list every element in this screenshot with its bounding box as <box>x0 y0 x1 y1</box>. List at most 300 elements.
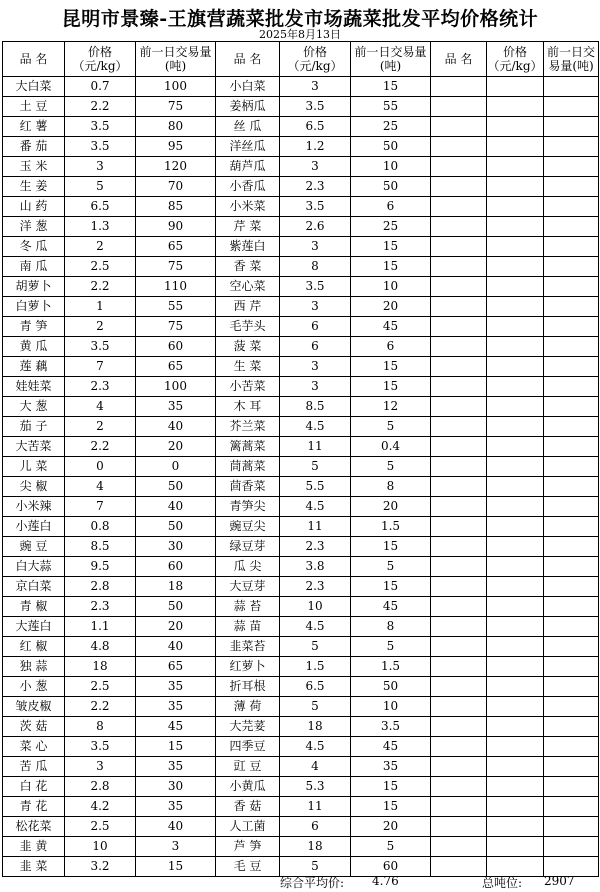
left-item-price: 2.8 <box>65 577 136 597</box>
left-item-volume: 15 <box>136 857 216 877</box>
mid-item-name: 红萝卜 <box>216 657 280 677</box>
left-item-name: 皱皮椒 <box>3 697 65 717</box>
left-item-name: 生 姜 <box>3 177 65 197</box>
left-item-name: 白 花 <box>3 777 65 797</box>
mid-item-name: 蒜 苔 <box>216 597 280 617</box>
left-item-price: 3.5 <box>65 737 136 757</box>
mid-item-volume: 45 <box>351 597 431 617</box>
left-item-price: 5 <box>65 177 136 197</box>
mid-item-volume: 8 <box>351 617 431 637</box>
mid-item-volume: 1.5 <box>351 657 431 677</box>
mid-item-volume: 50 <box>351 177 431 197</box>
mid-item-volume: 10 <box>351 157 431 177</box>
empty-cell <box>431 617 487 637</box>
left-item-name: 山 药 <box>3 197 65 217</box>
left-item-volume: 3 <box>136 837 216 857</box>
empty-cell <box>487 437 544 457</box>
empty-cell <box>431 717 487 737</box>
table-row <box>3 177 599 197</box>
left-item-price: 2.2 <box>65 277 136 297</box>
table-row <box>3 777 599 797</box>
left-item-volume: 75 <box>136 317 216 337</box>
empty-cell <box>431 177 487 197</box>
empty-cell <box>487 337 544 357</box>
mid-item-name: 小香瓜 <box>216 177 280 197</box>
table-row <box>3 537 599 557</box>
left-item-volume: 35 <box>136 677 216 697</box>
empty-cell <box>487 777 544 797</box>
mid-item-price: 2.3 <box>280 177 351 197</box>
mid-item-name: 薄 荷 <box>216 697 280 717</box>
left-item-name: 茨 菇 <box>3 717 65 737</box>
table-row <box>3 237 599 257</box>
empty-cell <box>487 537 544 557</box>
empty-cell <box>431 217 487 237</box>
mid-item-price: 4.5 <box>280 417 351 437</box>
mid-item-name: 紫莲白 <box>216 237 280 257</box>
mid-item-volume: 50 <box>351 677 431 697</box>
empty-cell <box>431 657 487 677</box>
mid-item-price: 3 <box>280 157 351 177</box>
mid-item-volume: 45 <box>351 737 431 757</box>
left-item-price: 9.5 <box>65 557 136 577</box>
empty-cell <box>431 737 487 757</box>
mid-item-price: 4.5 <box>280 497 351 517</box>
empty-cell <box>431 697 487 717</box>
empty-cell <box>544 717 599 737</box>
table-row <box>3 137 599 157</box>
mid-item-price: 6 <box>280 817 351 837</box>
mid-item-price: 3.5 <box>280 97 351 117</box>
table-row <box>3 257 599 277</box>
left-item-price: 3.5 <box>65 137 136 157</box>
mid-item-volume: 55 <box>351 97 431 117</box>
mid-item-price: 1.2 <box>280 137 351 157</box>
empty-cell <box>431 197 487 217</box>
left-item-price: 3.2 <box>65 857 136 877</box>
mid-item-name: 豇 豆 <box>216 757 280 777</box>
empty-cell <box>431 277 487 297</box>
empty-cell <box>431 417 487 437</box>
left-item-name: 大苦菜 <box>3 437 65 457</box>
mid-item-volume: 15 <box>351 577 431 597</box>
mid-item-price: 3.5 <box>280 197 351 217</box>
mid-item-name: 丝 瓜 <box>216 117 280 137</box>
left-item-price: 1 <box>65 297 136 317</box>
empty-cell <box>487 677 544 697</box>
empty-cell <box>487 257 544 277</box>
empty-cell <box>431 577 487 597</box>
mid-item-volume: 10 <box>351 277 431 297</box>
left-item-name: 洋 葱 <box>3 217 65 237</box>
table-row <box>3 77 599 97</box>
mid-item-volume: 5 <box>351 557 431 577</box>
table-row <box>3 297 599 317</box>
mid-item-volume: 15 <box>351 357 431 377</box>
mid-item-name: 菠 菜 <box>216 337 280 357</box>
mid-item-name: 篱蒿菜 <box>216 437 280 457</box>
empty-cell <box>431 257 487 277</box>
empty-cell <box>544 577 599 597</box>
left-item-name: 小米辣 <box>3 497 65 517</box>
left-item-price: 2 <box>65 237 136 257</box>
mid-item-name: 茴香菜 <box>216 477 280 497</box>
left-item-name: 青 花 <box>3 797 65 817</box>
empty-cell <box>487 77 544 97</box>
empty-cell <box>431 777 487 797</box>
left-item-name: 玉 米 <box>3 157 65 177</box>
mid-item-volume: 0.4 <box>351 437 431 457</box>
table-row <box>3 757 599 777</box>
mid-item-name: 茼蒿菜 <box>216 457 280 477</box>
left-item-volume: 100 <box>136 77 216 97</box>
left-item-name: 莲 藕 <box>3 357 65 377</box>
table-row <box>3 817 599 837</box>
left-item-price: 18 <box>65 657 136 677</box>
empty-cell <box>544 457 599 477</box>
table-row <box>3 117 599 137</box>
left-item-price: 7 <box>65 497 136 517</box>
left-item-name: 娃娃菜 <box>3 377 65 397</box>
empty-cell <box>487 477 544 497</box>
left-item-name: 儿 菜 <box>3 457 65 477</box>
mid-item-name: 洋丝瓜 <box>216 137 280 157</box>
empty-cell <box>544 277 599 297</box>
mid-item-price: 18 <box>280 717 351 737</box>
mid-item-price: 11 <box>280 797 351 817</box>
column-header-name: 品 名 <box>431 42 487 77</box>
empty-cell <box>544 417 599 437</box>
column-header-price: 价格（元/kg） <box>487 42 544 77</box>
left-item-name: 京白菜 <box>3 577 65 597</box>
table-body <box>3 77 599 877</box>
empty-cell <box>544 517 599 537</box>
table-row <box>3 357 599 377</box>
mid-item-volume: 6 <box>351 337 431 357</box>
mid-item-volume: 35 <box>351 757 431 777</box>
table-row <box>3 437 599 457</box>
empty-cell <box>487 517 544 537</box>
empty-cell <box>487 757 544 777</box>
mid-item-price: 5 <box>280 697 351 717</box>
empty-cell <box>431 157 487 177</box>
mid-item-name: 人工菌 <box>216 817 280 837</box>
mid-item-price: 11 <box>280 437 351 457</box>
empty-cell <box>487 377 544 397</box>
left-item-price: 3.5 <box>65 117 136 137</box>
mid-item-price: 2.3 <box>280 577 351 597</box>
left-item-name: 小 葱 <box>3 677 65 697</box>
left-item-name: 尖 椒 <box>3 477 65 497</box>
empty-cell <box>544 837 599 857</box>
left-item-name: 独 蒜 <box>3 657 65 677</box>
left-item-volume: 65 <box>136 657 216 677</box>
mid-item-volume: 5 <box>351 637 431 657</box>
mid-item-volume: 15 <box>351 797 431 817</box>
empty-cell <box>487 237 544 257</box>
mid-item-name: 姜柄瓜 <box>216 97 280 117</box>
empty-cell <box>544 537 599 557</box>
left-item-volume: 100 <box>136 377 216 397</box>
table-row <box>3 217 599 237</box>
empty-cell <box>487 457 544 477</box>
left-item-price: 0.8 <box>65 517 136 537</box>
left-item-price: 2.8 <box>65 777 136 797</box>
left-item-price: 0 <box>65 457 136 477</box>
empty-cell <box>431 597 487 617</box>
empty-cell <box>487 317 544 337</box>
left-item-price: 2.5 <box>65 817 136 837</box>
left-item-name: 韭 黄 <box>3 837 65 857</box>
empty-cell <box>431 337 487 357</box>
left-item-name: 大莲白 <box>3 617 65 637</box>
empty-cell <box>431 537 487 557</box>
column-header-volume: 前一日交易量(吨) <box>136 42 216 77</box>
table-row <box>3 517 599 537</box>
mid-item-volume: 15 <box>351 257 431 277</box>
empty-cell <box>431 837 487 857</box>
mid-item-name: 四季豆 <box>216 737 280 757</box>
empty-cell <box>431 377 487 397</box>
empty-cell <box>487 177 544 197</box>
left-item-name: 豌 豆 <box>3 537 65 557</box>
left-item-volume: 35 <box>136 697 216 717</box>
table-row <box>3 277 599 297</box>
left-item-name: 茄 子 <box>3 417 65 437</box>
empty-cell <box>544 617 599 637</box>
left-item-price: 3 <box>65 757 136 777</box>
mid-item-price: 5 <box>280 857 351 877</box>
table-row <box>3 717 599 737</box>
empty-cell <box>544 197 599 217</box>
table-row <box>3 557 599 577</box>
mid-item-name: 空心菜 <box>216 277 280 297</box>
empty-cell <box>487 577 544 597</box>
empty-cell <box>487 497 544 517</box>
empty-cell <box>544 477 599 497</box>
table-row <box>3 417 599 437</box>
empty-cell <box>544 357 599 377</box>
left-item-name: 胡萝卜 <box>3 277 65 297</box>
left-item-price: 0.7 <box>65 77 136 97</box>
empty-cell <box>544 97 599 117</box>
left-item-name: 白萝卜 <box>3 297 65 317</box>
left-item-name: 大 葱 <box>3 397 65 417</box>
empty-cell <box>431 817 487 837</box>
empty-cell <box>544 757 599 777</box>
mid-item-volume: 15 <box>351 237 431 257</box>
table-row <box>3 477 599 497</box>
empty-cell <box>431 857 487 877</box>
mid-item-volume: 50 <box>351 137 431 157</box>
empty-cell <box>487 157 544 177</box>
left-item-price: 2 <box>65 317 136 337</box>
mid-item-price: 2.3 <box>280 537 351 557</box>
left-item-volume: 65 <box>136 237 216 257</box>
empty-cell <box>544 137 599 157</box>
mid-item-name: 木 耳 <box>216 397 280 417</box>
column-header-name: 品 名 <box>216 42 280 77</box>
left-item-price: 10 <box>65 837 136 857</box>
empty-cell <box>544 237 599 257</box>
left-item-name: 青 椒 <box>3 597 65 617</box>
empty-cell <box>544 557 599 577</box>
empty-cell <box>431 517 487 537</box>
average-price-label: 综合平均价: <box>280 876 345 890</box>
left-item-name: 番 茄 <box>3 137 65 157</box>
mid-item-name: 芹 菜 <box>216 217 280 237</box>
left-item-price: 1.1 <box>65 617 136 637</box>
left-item-name: 黄 瓜 <box>3 337 65 357</box>
empty-cell <box>544 657 599 677</box>
left-item-price: 4.2 <box>65 797 136 817</box>
empty-cell <box>487 397 544 417</box>
empty-cell <box>487 197 544 217</box>
mid-item-price: 3 <box>280 297 351 317</box>
mid-item-price: 5 <box>280 457 351 477</box>
left-item-name: 青 笋 <box>3 317 65 337</box>
left-item-price: 4 <box>65 397 136 417</box>
mid-item-volume: 15 <box>351 77 431 97</box>
empty-cell <box>431 317 487 337</box>
left-item-volume: 35 <box>136 757 216 777</box>
mid-item-price: 4 <box>280 757 351 777</box>
mid-item-volume: 15 <box>351 377 431 397</box>
empty-cell <box>544 317 599 337</box>
mid-item-price: 5.3 <box>280 777 351 797</box>
mid-item-volume: 20 <box>351 497 431 517</box>
mid-item-volume: 15 <box>351 537 431 557</box>
mid-item-volume: 10 <box>351 697 431 717</box>
mid-item-volume: 20 <box>351 297 431 317</box>
empty-cell <box>487 657 544 677</box>
left-item-price: 2.2 <box>65 697 136 717</box>
mid-item-volume: 5 <box>351 417 431 437</box>
mid-item-price: 8 <box>280 257 351 277</box>
column-header-price: 价格（元/kg） <box>280 42 351 77</box>
left-item-volume: 55 <box>136 297 216 317</box>
left-item-volume: 120 <box>136 157 216 177</box>
mid-item-name: 毛 豆 <box>216 857 280 877</box>
left-item-name: 菜 心 <box>3 737 65 757</box>
mid-item-name: 绿豆芽 <box>216 537 280 557</box>
empty-cell <box>487 117 544 137</box>
left-item-volume: 45 <box>136 717 216 737</box>
mid-item-price: 10 <box>280 597 351 617</box>
empty-cell <box>487 97 544 117</box>
mid-item-name: 香 菜 <box>216 257 280 277</box>
mid-item-volume: 20 <box>351 817 431 837</box>
empty-cell <box>431 297 487 317</box>
table-row <box>3 497 599 517</box>
table-row <box>3 197 599 217</box>
left-item-volume: 30 <box>136 537 216 557</box>
empty-cell <box>487 597 544 617</box>
mid-item-volume: 12 <box>351 397 431 417</box>
left-item-volume: 50 <box>136 597 216 617</box>
empty-cell <box>431 637 487 657</box>
table-row <box>3 597 599 617</box>
left-item-volume: 35 <box>136 797 216 817</box>
mid-item-name: 小苦菜 <box>216 377 280 397</box>
table-row <box>3 337 599 357</box>
left-item-name: 苦 瓜 <box>3 757 65 777</box>
empty-cell <box>544 337 599 357</box>
empty-cell <box>431 237 487 257</box>
left-item-price: 8.5 <box>65 537 136 557</box>
mid-item-volume: 6 <box>351 197 431 217</box>
empty-cell <box>544 637 599 657</box>
mid-item-name: 小米菜 <box>216 197 280 217</box>
mid-item-name: 香 菇 <box>216 797 280 817</box>
mid-item-name: 大芫荽 <box>216 717 280 737</box>
empty-cell <box>431 397 487 417</box>
left-item-price: 2.3 <box>65 597 136 617</box>
left-item-price: 7 <box>65 357 136 377</box>
left-item-volume: 50 <box>136 477 216 497</box>
mid-item-price: 6 <box>280 317 351 337</box>
left-item-price: 3 <box>65 157 136 177</box>
left-item-price: 2.2 <box>65 97 136 117</box>
left-item-price: 8 <box>65 717 136 737</box>
empty-cell <box>487 837 544 857</box>
left-item-volume: 60 <box>136 557 216 577</box>
mid-item-price: 8.5 <box>280 397 351 417</box>
table-row <box>3 397 599 417</box>
left-item-price: 1.3 <box>65 217 136 237</box>
empty-cell <box>544 177 599 197</box>
left-item-volume: 65 <box>136 357 216 377</box>
left-item-volume: 85 <box>136 197 216 217</box>
table-row <box>3 577 599 597</box>
table-row <box>3 657 599 677</box>
empty-cell <box>487 717 544 737</box>
left-item-volume: 0 <box>136 457 216 477</box>
empty-cell <box>431 477 487 497</box>
empty-cell <box>544 217 599 237</box>
left-item-volume: 60 <box>136 337 216 357</box>
mid-item-name: 瓜 尖 <box>216 557 280 577</box>
empty-cell <box>544 777 599 797</box>
left-item-price: 4.8 <box>65 637 136 657</box>
left-item-price: 2.3 <box>65 377 136 397</box>
table-row <box>3 97 599 117</box>
table-row <box>3 677 599 697</box>
left-item-price: 2 <box>65 417 136 437</box>
left-item-volume: 75 <box>136 257 216 277</box>
left-item-volume: 110 <box>136 277 216 297</box>
empty-cell <box>487 417 544 437</box>
mid-item-name: 芦 笋 <box>216 837 280 857</box>
mid-item-price: 5.5 <box>280 477 351 497</box>
left-item-volume: 75 <box>136 97 216 117</box>
mid-item-name: 蒜 苗 <box>216 617 280 637</box>
empty-cell <box>487 637 544 657</box>
mid-item-volume: 1.5 <box>351 517 431 537</box>
left-item-volume: 90 <box>136 217 216 237</box>
empty-cell <box>487 617 544 637</box>
left-item-volume: 30 <box>136 777 216 797</box>
mid-item-price: 11 <box>280 517 351 537</box>
column-header-volume: 前一日交易量(吨) <box>351 42 431 77</box>
price-table <box>2 41 599 877</box>
empty-cell <box>431 357 487 377</box>
empty-cell <box>431 497 487 517</box>
table-row <box>3 317 599 337</box>
mid-item-price: 1.5 <box>280 657 351 677</box>
mid-item-price: 3 <box>280 77 351 97</box>
empty-cell <box>544 117 599 137</box>
